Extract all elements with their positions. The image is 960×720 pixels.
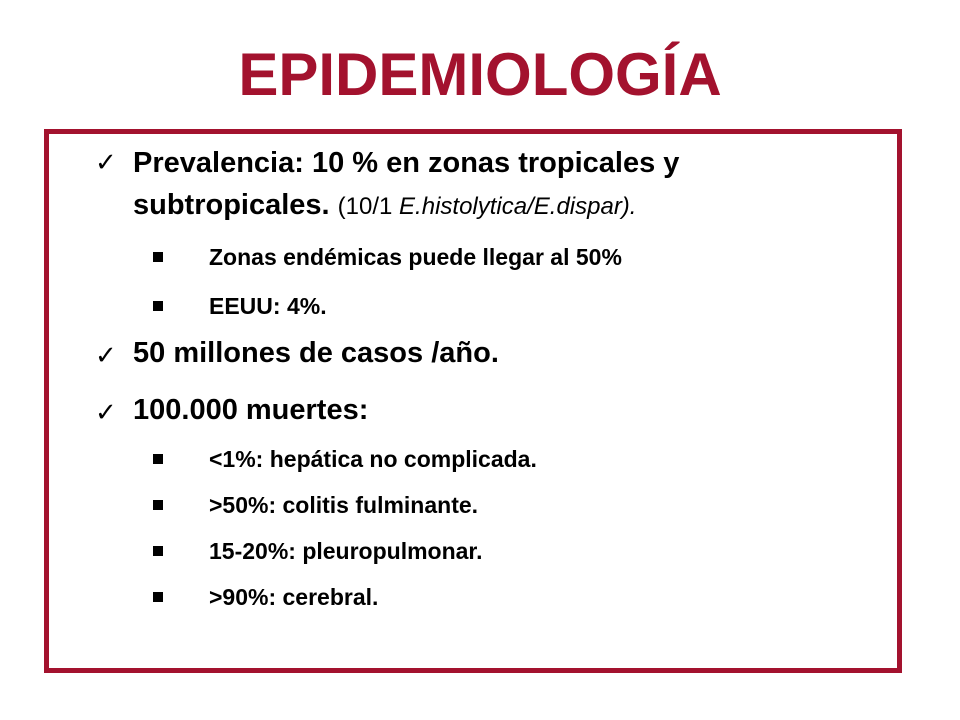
- check-icon: ✓: [95, 147, 117, 177]
- square-bullet-icon: [153, 500, 163, 510]
- slide-title: EPIDEMIOLOGÍA: [238, 41, 722, 108]
- subbullet-hepatica: <1%: hepática no complicada.: [209, 446, 537, 472]
- bullet-parenthetical-italic: E.histolytica/E.dispar).: [399, 193, 637, 220]
- subbullet-eeuu: EEUU: 4%.: [209, 293, 327, 319]
- subbullet-cerebral: >90%: cerebral.: [209, 584, 379, 610]
- square-bullet-icon: [153, 454, 163, 464]
- square-bullet-icon: [153, 546, 163, 556]
- bullet-text: Prevalencia: 10 % en zonas tropicales y subtropicales.: [133, 147, 680, 221]
- check-icon: ✓: [95, 397, 117, 427]
- square-bullet-icon: [153, 252, 163, 262]
- check-icon: ✓: [95, 340, 117, 370]
- bullet-parenthetical: (10/1: [337, 193, 400, 220]
- bullet-muertes: 100.000 muertes:: [133, 394, 369, 426]
- subbullet-pleuropulmonar: 15-20%: pleuropulmonar.: [209, 538, 483, 564]
- bullet-millones: 50 millones de casos /año.: [133, 337, 499, 369]
- subbullet-colitis: >50%: colitis fulminante.: [209, 492, 479, 518]
- subbullet-zonas-endemicas: Zonas endémicas puede llegar al 50%: [209, 244, 622, 270]
- square-bullet-icon: [153, 301, 163, 311]
- square-bullet-icon: [153, 592, 163, 602]
- bullet-prevalencia: [133, 142, 873, 228]
